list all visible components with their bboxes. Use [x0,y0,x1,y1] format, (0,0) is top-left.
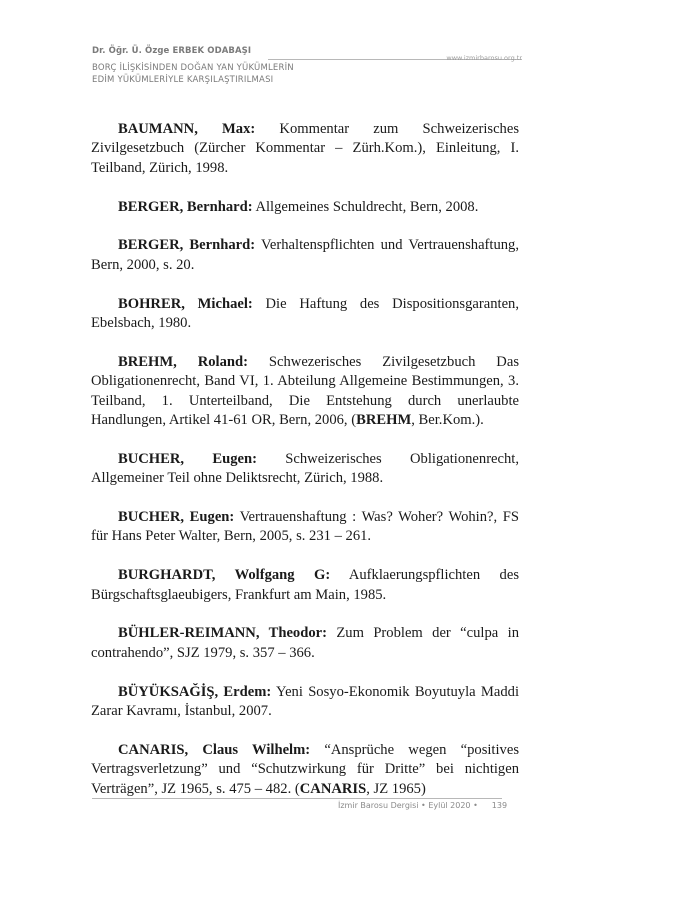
page-header [92,46,522,90]
entry-text-tail: , JZ 1965) [366,780,426,797]
page-number: 139 [491,801,508,810]
bibliography-entry [91,295,519,334]
entry-author: BREHM, Roland: [118,353,248,370]
entry-text: Vertrauenshaftung : Was? Woher? Wohin?, FS für Hans Peter Walter, Bern, 2005, s. 231 – 261. [91,509,519,545]
bibliography-entry [91,683,519,722]
entry-author: BERGER, Bernhard: [118,237,256,254]
entry-text: Kommentar zum Schweizerisches Zivilgesetzbuch (Zürcher Kommentar – Zürh.Kom.), Einleitung, I. Teilband, Zürich, 1998. [91,121,520,176]
bibliography-entry [91,508,519,547]
bibliography-entry [91,353,519,431]
entry-text: “Ansprüche wegen “positives Vertragsverletzung” und “Schutzwirkung für Dritte” bei nichtigen Verträgen”, JZ 1965, s. 475 – 482. ( [91,741,519,797]
entry-text: Verhaltenspflichten und Vertrauenshaftung, Bern, 2000, s. 20. [91,237,519,273]
header-subtitle-line-2: EDİM YÜKÜMLERİYLE KARŞILAŞTIRILMASI [92,75,274,85]
bibliography-entry [91,120,519,178]
entry-text: Die Haftung des Dispositionsgaranten, Ebelsbach, 1980. [91,295,519,332]
entry-author: BUCHER, Eugen: [118,450,257,467]
entry-text: Schweizerisches Obligationenrecht, Allgemeiner Teil ohne Deliktsrecht, Zürich, 1988. [91,450,520,487]
entry-text: Aufklaerungspflichten des Bürgschaftsglaeubigers, Frankfurt am Main, 1985. [91,567,519,603]
bibliography-entry [91,450,519,489]
bibliography-entry [91,624,519,663]
bibliography-entry [91,198,519,217]
entry-author: BÜHLER-REIMANN, Theodor: [118,625,327,642]
entry-abbreviation: BREHM [356,412,412,429]
entry-text: Allgemeines Schuldrecht, Bern, 2008. [252,198,479,215]
entry-text: Zum Problem der “culpa in contrahendo”, SJZ 1979, s. 357 – 366. [91,625,519,661]
entry-author: CANARIS, Claus Wilhelm: [118,741,311,758]
entry-author: BAUMANN, Max: [118,121,256,137]
bibliography-entry [91,566,519,605]
page-footer [338,801,507,810]
entry-author: BOHRER, Michael: [118,295,253,312]
bibliography-entry [91,236,519,275]
bibliography-entry [91,741,519,799]
footer-rule [92,798,502,799]
bibliography-list [91,120,519,818]
header-website: www.izmirbarosu.org.tr [446,54,522,62]
entry-author: BURGHARDT, Wolfgang G: [118,567,331,584]
entry-text: Yeni Sosyo-Ekonomik Boyutuyla Maddi Zarar Kavramı, İstanbul, 2007. [91,683,520,720]
footer-journal: İzmir Barosu Dergisi • Eylül 2020 • [338,801,478,810]
header-author: Dr. Öğr. Ü. Özge ERBEK ODABAŞI [92,46,252,56]
entry-abbreviation: CANARIS [299,780,367,797]
entry-author: BERGER, Bernhard: [118,198,253,215]
entry-text-tail: , Ber.Kom.). [411,412,484,429]
header-subtitle-line-1: BORÇ İLİŞKİSİNDEN DOĞAN YAN YÜKÜMLERİN [92,63,294,73]
entry-author: BUCHER, Eugen: [118,509,235,526]
entry-text: Schwezerisches Zivilgesetzbuch Das Obligationenrecht, Band VI, 1. Abteilung Allgemeine Bestimmungen, 3. Teilband, 1. Unterteilband, Die Entstehung durch unerlaubte Handlungen, Artikel 41-61 OR, Bern, 2006, ( [91,353,520,429]
entry-author: BÜYÜKSAĞİŞ, Erdem: [118,683,272,700]
